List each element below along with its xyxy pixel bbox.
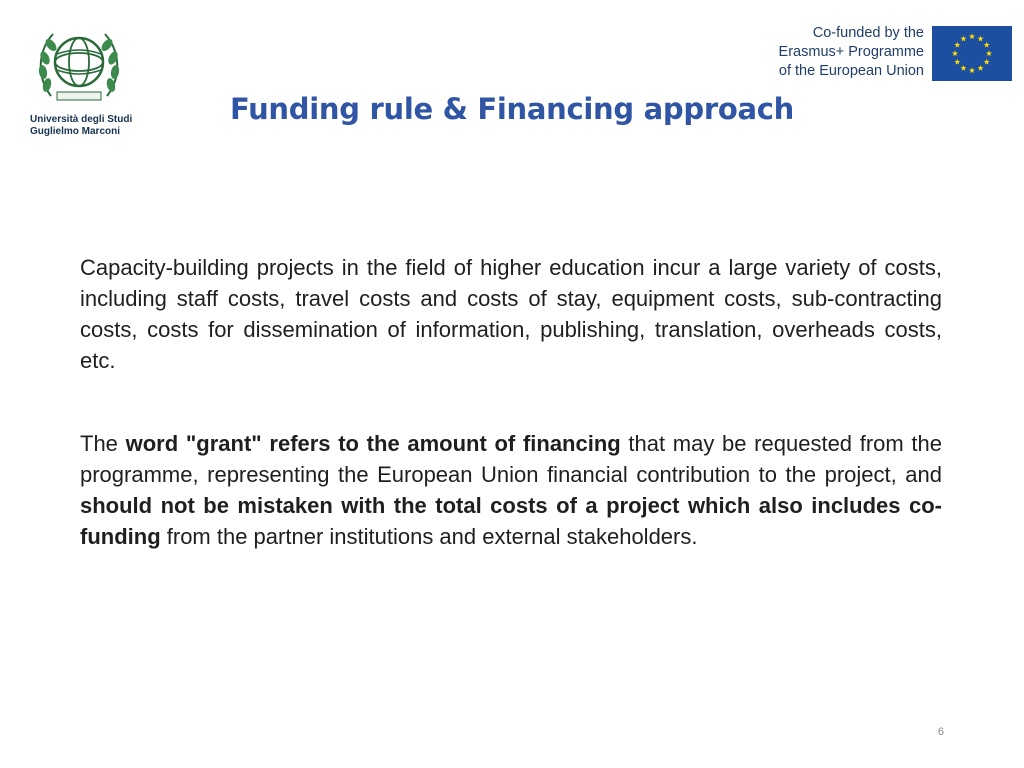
paragraph-costs: Capacity-building projects in the field of higher education incur a large variety of costs, including staff costs, travel costs and costs of stay, equipment costs, sub-contracting costs, costs for dissemination of information, publishing, translation, overheads costs, etc. (80, 255, 942, 373)
paragraph-grant-definition (80, 428, 942, 552)
eu-flag-icon (932, 26, 1012, 81)
eu-cofunding-text (752, 24, 924, 81)
eu-text-line3: of the European Union (778, 63, 924, 79)
eu-text-line2: Erasmus+ Programme (778, 44, 924, 60)
university-logo (24, 18, 134, 148)
grant-text-2: that may be requested from the programme, representing the European Union financial contribution to the project, and (80, 431, 942, 487)
grant-text-1: The (80, 431, 126, 456)
university-name-line1: Università degli Studi (30, 114, 133, 125)
grant-text-3: from the partner institutions and external stakeholders. (160, 524, 698, 549)
eu-text-line1: Co-funded by the (812, 25, 924, 41)
university-name-line2: Guglielmo Marconi (30, 126, 121, 137)
page-number: 6 (937, 726, 944, 738)
grant-bold-1: word "grant" refers to the amount of financing (125, 431, 621, 456)
erasmus-cofunding-logo (752, 24, 1014, 84)
grant-bold-2: should not be mistaken with the total costs of a project which also includes co-funding (80, 493, 942, 549)
slide-title: Funding rule & Financing approach (230, 92, 794, 126)
